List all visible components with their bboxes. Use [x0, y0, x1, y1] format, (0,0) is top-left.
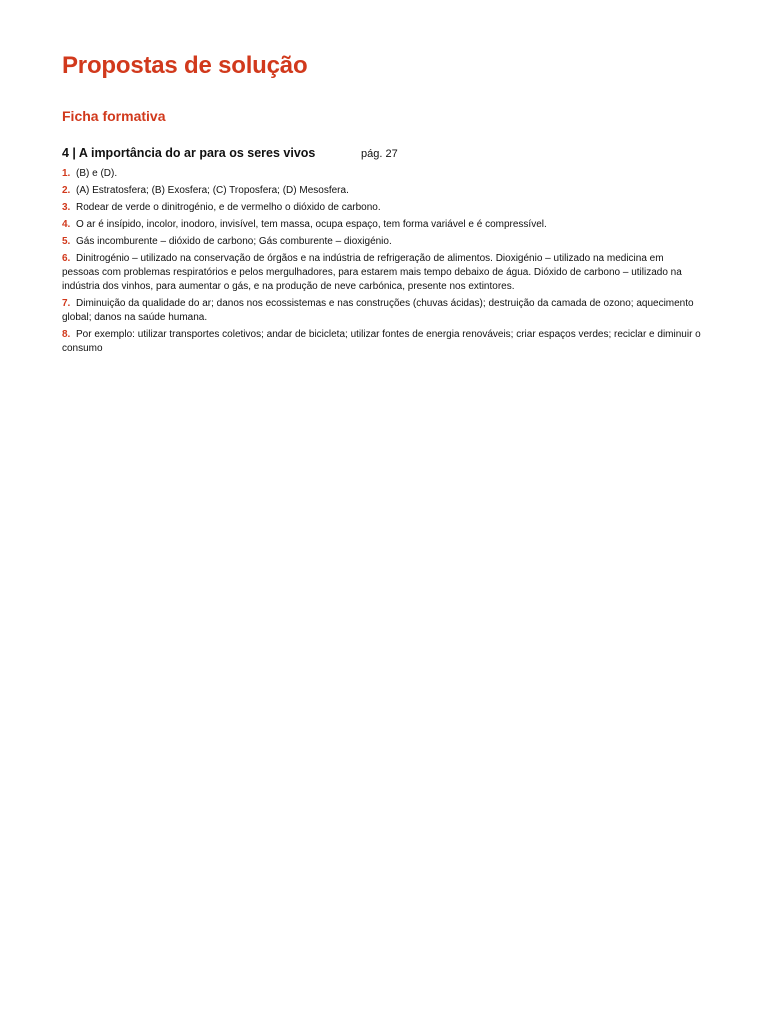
answer-item — [62, 218, 702, 232]
answer-text: Dinitrogénio – utilizado na conservação de órgãos e na indústria de refrigeração de alimentos. Dioxigénio – utilizado na medicina em pessoas com problemas respiratórios e pelos mergulhadores, para estarem mais tempo debaixo de água. Dióxido de carbono – utilizado na indústria dos vinhos, para aumentar o gás, e na produção de neve carbónica, presente nos extintores. — [62, 253, 682, 292]
answer-item — [62, 328, 702, 356]
answer-number: 6. — [62, 253, 71, 264]
page-title: Propostas de solução — [62, 52, 308, 79]
answer-item — [62, 235, 702, 249]
answer-number: 2. — [62, 185, 71, 196]
topic-header — [62, 144, 702, 163]
topic-title: 4 | A importância do ar para os seres vivos — [62, 146, 316, 160]
answer-text: (A) Estratosfera; (B) Exosfera; (C) Troposfera; (D) Mesosfera. — [76, 185, 349, 196]
answer-item — [62, 252, 702, 294]
answer-text: Diminuição da qualidade do ar; danos nos ecossistemas e nas construções (chuvas ácidas); destruição da camada de ozono; aquecimento global; danos na saúde humana. — [62, 298, 694, 323]
answer-number: 3. — [62, 202, 71, 213]
answer-item — [62, 184, 702, 198]
topic-page-reference: pág. 27 — [361, 148, 398, 160]
answer-item — [62, 167, 702, 181]
section-title: Ficha formativa — [62, 108, 166, 124]
answer-text: Por exemplo: utilizar transportes coletivos; andar de bicicleta; utilizar fontes de energia renováveis; criar espaços verdes; reciclar e diminuir o consumo — [62, 329, 701, 354]
answer-item — [62, 201, 702, 215]
answer-sheet-page — [62, 50, 702, 359]
answer-text: Gás incomburente – dióxido de carbono; Gás comburente – dioxigénio. — [76, 236, 392, 247]
answer-text: Rodear de verde o dinitrogénio, e de vermelho o dióxido de carbono. — [76, 202, 381, 213]
answer-text: (B) e (D). — [76, 168, 118, 179]
answer-list — [62, 167, 702, 356]
answer-text: O ar é insípido, incolor, inodoro, invisível, tem massa, ocupa espaço, tem forma variável e é compressível. — [76, 219, 547, 230]
answer-number: 1. — [62, 168, 71, 179]
answer-number: 8. — [62, 329, 71, 340]
answer-number: 7. — [62, 298, 71, 309]
answer-number: 4. — [62, 219, 71, 230]
answer-item — [62, 297, 702, 325]
answer-number: 5. — [62, 236, 71, 247]
